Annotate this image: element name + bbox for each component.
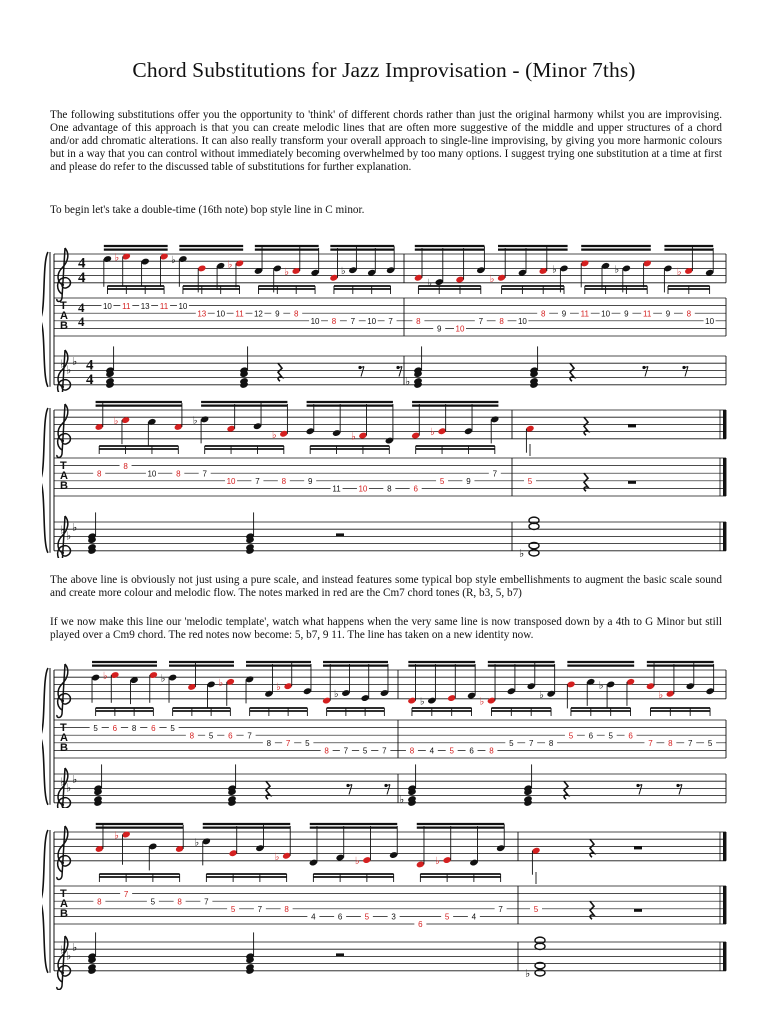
tab-fret-number: 5 xyxy=(93,723,98,733)
tab-fret-number: 7 xyxy=(285,739,291,748)
tab-clef-letter: B xyxy=(60,908,68,920)
tab-clef-letter: T xyxy=(60,460,67,472)
key-signature-flat: ♭ xyxy=(60,357,66,371)
tab-fret-number: 4 xyxy=(429,746,435,756)
tab-fret-number: 6 xyxy=(337,912,343,922)
tab-fret-number: 6 xyxy=(628,731,633,741)
example-2-system-1 xyxy=(42,648,730,808)
key-signature-flat: ♭ xyxy=(66,529,72,543)
tab-fret-number: 5 xyxy=(150,897,156,907)
quarter-rest-icon xyxy=(278,363,282,381)
flat-accidental: ♭ xyxy=(194,837,200,849)
tab-fret-number: 3 xyxy=(391,912,396,922)
tab-fret-number: 6 xyxy=(228,731,233,741)
tab-fret-number: 10 xyxy=(178,301,188,311)
key-signature-flat: ♭ xyxy=(60,943,66,957)
tab-fret-number: 11 xyxy=(122,301,131,311)
tab-clef-letter: T xyxy=(60,888,67,900)
tab-fret-number: 8 xyxy=(668,739,673,748)
flat-accidental: ♭ xyxy=(430,427,435,439)
tab-fret-number: 9 xyxy=(466,477,471,486)
tab-clef-letter: B xyxy=(60,742,68,754)
example-2-system-2 xyxy=(42,814,730,990)
tab-fret-number: 10 xyxy=(601,309,611,319)
half-rest-icon xyxy=(336,533,344,536)
tab-clef-letter: T xyxy=(60,300,67,312)
tab-fret-number: 5 xyxy=(230,905,236,914)
tab-fret-number: 7 xyxy=(498,905,503,914)
treble-clef-icon xyxy=(57,404,71,458)
quarter-rest-icon xyxy=(584,417,588,435)
tab-fret-number: 7 xyxy=(247,731,252,741)
tab-fret-number: 8 xyxy=(293,309,299,319)
tab-fret-number: 8 xyxy=(123,461,128,471)
tab-fret-number: 5 xyxy=(170,723,175,733)
tab-fret-number: 10 xyxy=(102,301,112,311)
tab-fret-number: 7 xyxy=(257,905,263,914)
tab-fret-number: 6 xyxy=(151,723,156,733)
flat-accidental: ♭ xyxy=(405,375,411,389)
key-signature-flat: ♭ xyxy=(66,781,72,795)
final-bar-line xyxy=(723,886,726,924)
tab-fret-number: 9 xyxy=(665,309,671,319)
flat-accidental: ♭ xyxy=(539,689,544,701)
tab-fret-number: 7 xyxy=(648,739,653,748)
final-bar-line xyxy=(723,832,726,861)
tab-fret-number: 4 xyxy=(471,912,477,922)
tab-clef-letter: T xyxy=(60,722,67,734)
tab-fret-number: 8 xyxy=(324,746,329,756)
system-brace xyxy=(42,668,48,805)
tab-time-top: 4 xyxy=(78,300,85,315)
tab-fret-number: 8 xyxy=(499,317,504,326)
flat-accidental: ♭ xyxy=(427,278,432,290)
tab-fret-number: 8 xyxy=(177,897,182,907)
tab-fret-number: 10 xyxy=(705,317,715,326)
tab-fret-number: 13 xyxy=(140,301,150,311)
quarter-rest-icon xyxy=(590,839,594,857)
tab-fret-number: 7 xyxy=(123,889,129,899)
quarter-rest-icon xyxy=(570,363,574,381)
tab-fret-number: 9 xyxy=(307,477,313,486)
flat-accidental: ♭ xyxy=(114,252,120,264)
flat-accidental: ♭ xyxy=(350,431,356,443)
tab-fret-number: 8 xyxy=(281,477,287,486)
tab-fret-number: 8 xyxy=(540,309,546,319)
flat-accidental: ♭ xyxy=(340,266,346,278)
tab-fret-number: 5 xyxy=(509,739,514,748)
flat-accidental: ♭ xyxy=(192,415,198,427)
flat-accidental: ♭ xyxy=(274,851,280,863)
tab-fret-number: 5 xyxy=(444,912,450,922)
tab-fret-number: 7 xyxy=(388,317,393,326)
lead-in-paragraph: To begin let's take a double-time (16th note) bop style line in C minor. xyxy=(50,204,365,216)
tab-fret-number: 5 xyxy=(439,477,445,486)
tab-fret-number: 8 xyxy=(416,317,421,326)
tab-clef-letter: A xyxy=(60,732,68,744)
tab-fret-number: 7 xyxy=(382,746,387,756)
final-bar-line xyxy=(723,942,726,971)
page-title: Chord Substitutions for Jazz Improvisation - (Minor 7ths) xyxy=(132,58,636,82)
final-bar-line xyxy=(723,522,726,551)
tab-fret-number: 8 xyxy=(686,309,692,319)
tab-fret-number: 10 xyxy=(216,309,226,319)
notation-time-top: 4 xyxy=(78,255,86,272)
tab-fret-number: 10 xyxy=(226,477,236,486)
flat-accidental: ♭ xyxy=(419,696,425,708)
tab-fret-number: 11 xyxy=(643,309,652,319)
tab-fret-number: 11 xyxy=(580,309,589,319)
system-brace xyxy=(42,252,48,387)
flat-accidental: ♭ xyxy=(170,255,176,267)
flat-accidental: ♭ xyxy=(227,259,233,271)
tab-fret-number: 8 xyxy=(96,469,102,479)
tab-fret-number: 7 xyxy=(255,477,260,486)
tab-fret-number: 11 xyxy=(332,484,341,494)
tab-fret-number: 10 xyxy=(358,484,368,494)
treble-clef-icon xyxy=(57,248,71,302)
tab-fret-number: 7 xyxy=(478,317,484,326)
flat-accidental: ♭ xyxy=(519,546,525,558)
quarter-rest-icon xyxy=(266,781,270,799)
tab-fret-number: 13 xyxy=(197,309,207,319)
flat-accidental: ♭ xyxy=(113,416,119,428)
flat-accidental: ♭ xyxy=(525,966,531,980)
tab-fret-number: 5 xyxy=(533,905,539,914)
tab-fret-number: 6 xyxy=(413,484,418,494)
half-rest-icon xyxy=(628,481,636,484)
final-bar-line xyxy=(723,458,726,496)
flat-accidental: ♭ xyxy=(160,673,166,685)
tab-fret-number: 7 xyxy=(350,317,356,326)
flat-accidental: ♭ xyxy=(676,266,682,278)
key-signature-flat: ♭ xyxy=(72,940,78,954)
tab-fret-number: 7 xyxy=(687,739,693,748)
analysis-paragraph: The above line is obviously not just using a pure scale, and instead features some typical bop style embellishments to augment the basic scale sound and create more colour and melodic flow. The notes marked in red are the Cm7 chord tones (R, b3, 5, b7) xyxy=(50,574,722,600)
flat-accidental: ♭ xyxy=(479,696,485,708)
flat-accidental: ♭ xyxy=(218,677,224,689)
quarter-rest-icon xyxy=(564,781,568,799)
treble-clef-icon xyxy=(57,826,71,880)
tab-fret-number: 5 xyxy=(608,731,613,741)
tab-fret-number: 6 xyxy=(588,731,594,741)
tab-fret-number: 6 xyxy=(418,920,423,930)
tab-fret-number: 5 xyxy=(449,746,454,756)
flat-accidental: ♭ xyxy=(598,680,604,692)
tab-fret-number: 12 xyxy=(253,309,263,319)
tab-fret-number: 5 xyxy=(364,912,370,922)
flat-accidental: ♭ xyxy=(102,671,108,683)
tab-fret-number: 5 xyxy=(568,731,574,741)
tab-fret-number: 8 xyxy=(97,897,102,907)
key-signature-flat: ♭ xyxy=(72,354,78,368)
tab-fret-number: 10 xyxy=(310,317,320,326)
tab-fret-number: 9 xyxy=(275,309,280,319)
tab-fret-number: 7 xyxy=(202,469,207,479)
tab-fret-number: 8 xyxy=(176,469,181,479)
key-signature-flat: ♭ xyxy=(72,772,78,786)
half-rest-icon xyxy=(634,909,642,912)
flat-accidental: ♭ xyxy=(276,682,281,694)
tab-fret-number: 10 xyxy=(367,317,377,326)
treble-clef-icon xyxy=(57,664,71,718)
flat-accidental: ♭ xyxy=(333,689,339,701)
tab-clef-letter: A xyxy=(60,310,68,322)
flat-accidental: ♭ xyxy=(658,689,664,701)
flat-accidental: ♭ xyxy=(614,264,620,276)
transposition-paragraph: If we now make this line our 'melodic template', watch what happens when the very same line is now transposed down by a 4th to G Minor but still played over a Cm9 chord. The red notes now become: 5, b7, 9 11. The line has taken on a new identity now. xyxy=(50,616,722,642)
tab-fret-number: 8 xyxy=(548,739,554,748)
tab-fret-number: 4 xyxy=(311,912,316,922)
flat-accidental: ♭ xyxy=(435,856,440,868)
tab-fret-number: 6 xyxy=(112,723,118,733)
tab-fret-number: 8 xyxy=(409,746,415,756)
tab-fret-number: 8 xyxy=(387,484,392,494)
tab-clef-letter: B xyxy=(60,480,68,492)
tab-fret-number: 8 xyxy=(489,746,494,756)
tab-fret-number: 10 xyxy=(517,317,527,326)
flat-accidental: ♭ xyxy=(354,856,360,868)
key-signature-flat: ♭ xyxy=(66,949,72,963)
key-signature-flat: ♭ xyxy=(60,523,66,537)
tab-fret-number: 8 xyxy=(284,905,289,914)
flat-accidental: ♭ xyxy=(284,266,289,278)
tab-fret-number: 7 xyxy=(492,469,498,479)
notation-time-bottom: 4 xyxy=(78,269,86,286)
tab-fret-number: 5 xyxy=(527,477,533,486)
flat-accidental: ♭ xyxy=(271,429,277,441)
half-rest-icon xyxy=(628,424,636,427)
tab-fret-number: 9 xyxy=(561,309,567,319)
example-1-system-1 xyxy=(42,232,730,392)
system-brace xyxy=(42,830,48,973)
chord-time-top: 4 xyxy=(86,357,94,374)
tab-fret-number: 8 xyxy=(331,317,337,326)
half-rest-icon xyxy=(336,953,344,956)
system-brace xyxy=(42,408,48,553)
tab-fret-number: 5 xyxy=(208,731,214,741)
tab-clef-letter: B xyxy=(60,320,68,332)
tab-fret-number: 8 xyxy=(131,723,137,733)
tab-clef-letter: A xyxy=(60,470,68,482)
tab-fret-number: 9 xyxy=(436,324,442,334)
flat-accidental: ♭ xyxy=(552,264,557,276)
tab-fret-number: 10 xyxy=(455,324,465,334)
tab-fret-number: 5 xyxy=(707,739,713,748)
tab-fret-number: 5 xyxy=(362,746,368,756)
tab-fret-number: 11 xyxy=(159,301,169,311)
half-rest-icon xyxy=(634,846,642,849)
tab-fret-number: 7 xyxy=(528,739,534,748)
tab-fret-number: 5 xyxy=(305,739,310,748)
flat-accidental: ♭ xyxy=(489,273,495,285)
tab-fret-number: 7 xyxy=(343,746,349,756)
intro-paragraph: The following substitutions offer you the opportunity to 'think' of different chords rather than just the original harmony whilst you are improvising. One advantage of this approach is that you can create melodic lines that are often more suggestive of the middle and upper structures of a chord and/or add chromatic alterations. It can also really transform your overall approach to single-line improvising, by giving you more harmonic colours but in a way that you can control without immediately becoming overwhelmed by too many options. I suggest trying one substitution at a time at first and please do refer to the discussed table of substitutions for further explanation. xyxy=(50,109,722,174)
tab-fret-number: 6 xyxy=(469,746,474,756)
key-signature-flat: ♭ xyxy=(72,520,78,534)
tab-fret-number: 8 xyxy=(266,739,272,748)
tab-fret-number: 8 xyxy=(189,731,195,741)
flat-accidental: ♭ xyxy=(114,830,119,842)
key-signature-flat: ♭ xyxy=(66,363,72,377)
example-1-system-2 xyxy=(42,396,730,558)
tab-fret-number: 9 xyxy=(624,309,629,319)
flat-accidental: ♭ xyxy=(399,793,405,807)
tab-fret-number: 10 xyxy=(147,469,157,479)
tab-clef-letter: A xyxy=(60,898,68,910)
tab-fret-number: 11 xyxy=(235,309,244,319)
final-bar-line xyxy=(723,410,726,439)
tab-fret-number: 7 xyxy=(204,897,209,907)
key-signature-flat: ♭ xyxy=(60,775,66,789)
tab-time-bottom: 4 xyxy=(78,314,85,329)
chord-time-bottom: 4 xyxy=(86,371,94,388)
